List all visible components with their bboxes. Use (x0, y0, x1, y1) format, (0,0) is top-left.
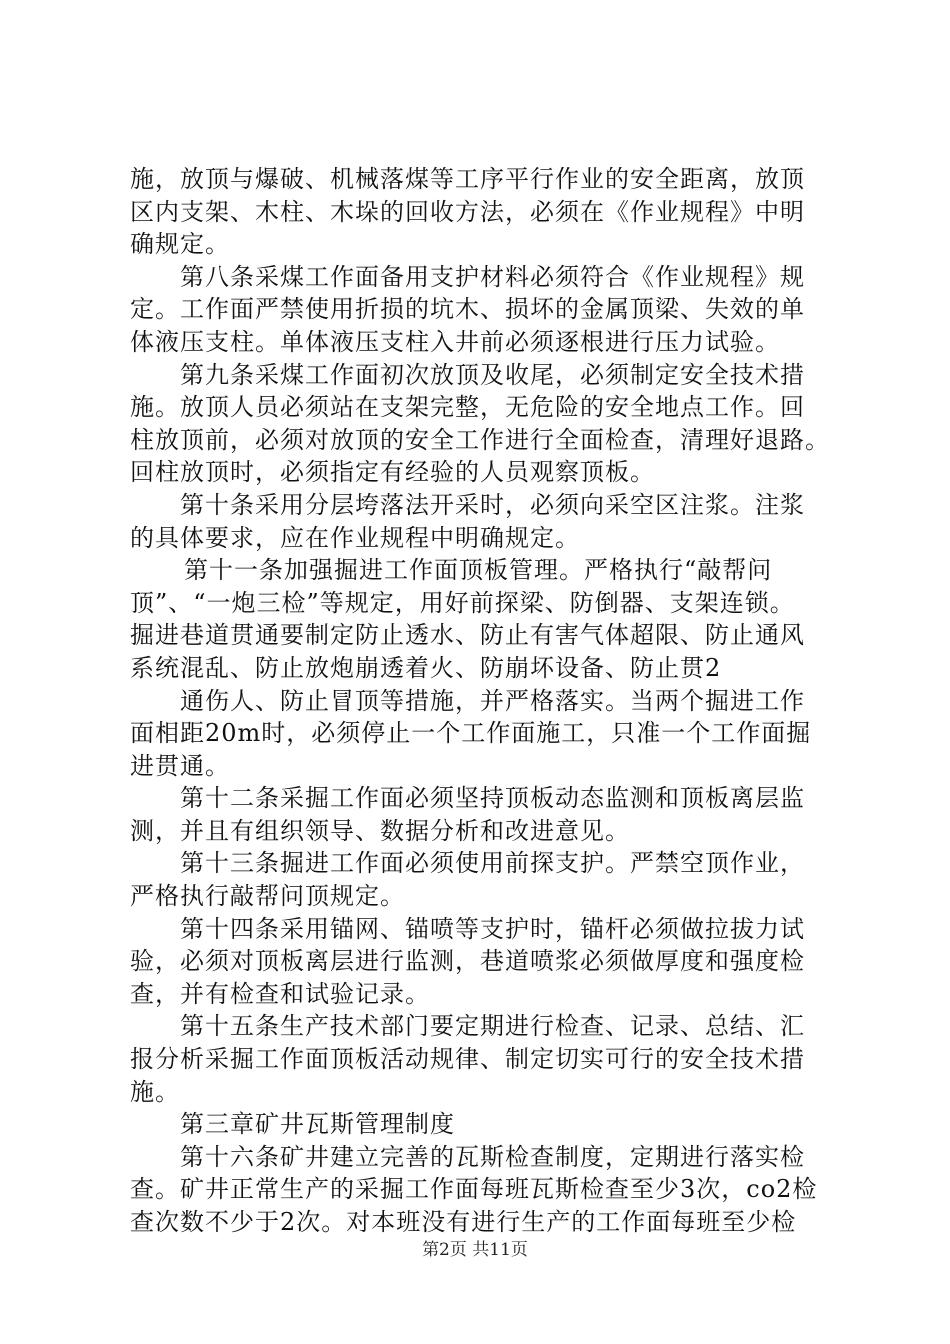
text-line: 面相距20m时，必须停止一个工作面施工，只准一个工作面掘 (130, 719, 812, 748)
text-line: 进贯通。 (130, 751, 230, 780)
article-13-first-line: 第十三条掘进工作面必须使用前探支护。严禁空顶作业， (180, 849, 805, 878)
text-line: 查次数不少于2次。对本班没有进行生产的工作面每班至少检 (130, 1208, 797, 1236)
text-line: 查。矿井正常生产的采掘工作面每班瓦斯检查至少3次，co2检 (130, 1175, 818, 1204)
text-line: 施，放顶与爆破、机械落煤等工序平行作业的安全距离，放顶 (130, 165, 805, 193)
text-line: 掘进巷道贯通要制定防止透水、防止有害气体超限、防止通风 (130, 621, 805, 650)
text-line: 顶”、“一炮三检”等规定，用好前探梁、防倒器、支架连锁。 (130, 588, 795, 617)
article-9-first-line: 第九条采煤工作面初次放顶及收尾，必须制定安全技术措 (180, 360, 805, 389)
text-line: 施。 (130, 1077, 180, 1106)
article-8-first-line: 第八条采煤工作面备用支护材料必须符合《作业规程》规 (180, 262, 805, 291)
text-line: 回柱放顶时，必须指定有经验的人员观察顶板。 (130, 458, 655, 487)
article-10-first-line: 第十条采用分层垮落法开采时，必须向采空区注浆。注浆 (180, 490, 805, 519)
article-15-first-line: 第十五条生产技术部门要定期进行检查、记录、总结、汇 (180, 1012, 805, 1041)
text-line: 测，并且有组织领导、数据分析和改进意见。 (130, 816, 630, 845)
article-16-first-line: 第十六条矿井建立完善的瓦斯检查制度，定期进行落实检 (180, 1142, 805, 1171)
text-line: 的具体要求，应在作业规程中明确规定。 (130, 523, 580, 552)
text-line: 柱放顶前，必须对放顶的安全工作进行全面检查，清理好退路。 (130, 425, 830, 454)
text-line: 施。放顶人员必须站在支架完整，无危险的安全地点工作。回 (130, 393, 805, 422)
text-line: 确规定。 (130, 230, 230, 259)
text-line: 查，并有检查和试验记录。 (130, 979, 430, 1008)
text-line: 区内支架、木柱、木垛的回收方法，必须在《作业规程》中明 (130, 197, 805, 226)
article-11-first-line: 第十一条加强掘进工作面顶板管理。严格执行“敲帮问 (184, 556, 773, 585)
page-number-footer: 第2页 共11页 (422, 1240, 528, 1260)
text-line: 系统混乱、防止放炮崩透着火、防崩坏设备、防止贯2 (130, 653, 722, 682)
text-line: 验，必须对顶板离层进行监测，巷道喷浆必须做厚度和强度检 (130, 947, 805, 976)
text-line: 严格执行敲帮问顶规定。 (130, 882, 405, 911)
article-14-first-line: 第十四条采用锚网、锚喷等支护时，锚杆必须做拉拔力试 (180, 914, 805, 943)
article-12-first-line: 第十二条采掘工作面必须坚持顶板动态监测和顶板离层监 (180, 784, 805, 813)
text-line: 报分析采掘工作面顶板活动规律、制定切实可行的安全技术措 (130, 1045, 805, 1074)
chapter-3-heading: 第三章矿井瓦斯管理制度 (180, 1110, 455, 1139)
text-line: 体液压支柱。单体液压支柱入井前必须逐根进行压力试验。 (130, 327, 780, 356)
text-line-continued: 通伤人、防止冒顶等措施，并严格落实。当两个掘进工作 (180, 686, 805, 715)
text-line: 定。工作面严禁使用折损的坑木、损坏的金属顶梁、失效的单 (130, 295, 805, 324)
document-body (130, 163, 830, 1239)
